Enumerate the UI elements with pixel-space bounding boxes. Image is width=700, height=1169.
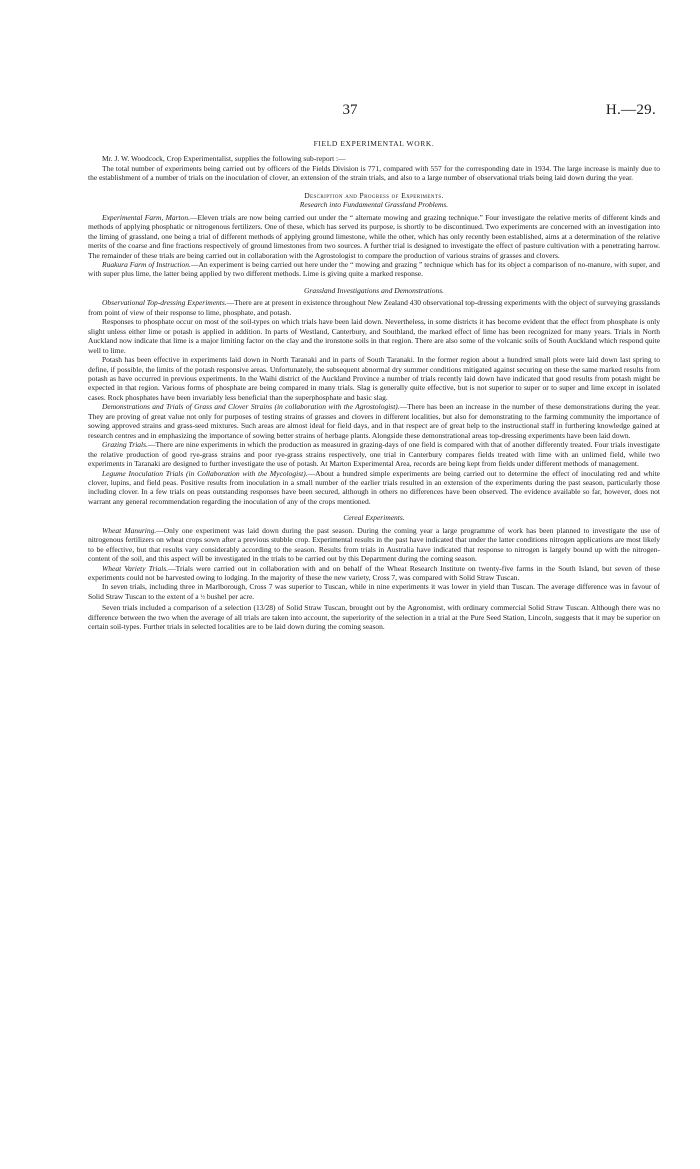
paragraph-grazing <box>88 440 660 468</box>
paragraph-phosphate: Responses to phosphate occur on most of the soil-types on which trials have been laid down. Nevertheless, in some districts it has become evident that the effect from phosphate is only slight unless either lime or potash is applied in addition. In parts of Westland, Canterbury, and Southland, the marked effect of lime has been recognized for many years. Trials in North Auckland now indicate that lime is a major limiting factor on the clay and the ironstone soils in that region. There are also some of the volcanic soils of South Auckland which respond quite well to lime. <box>88 317 660 355</box>
paragraph-demonstrations <box>88 402 660 440</box>
document-reference: H.—29. <box>605 102 656 118</box>
paragraph-lead: Experimental Farm, Marton. <box>102 212 191 222</box>
intro-lead: Mr. J. W. Woodcock, Crop Experimentalist, supplies the following sub-report :— <box>102 154 346 164</box>
paragraph-ruakura <box>88 260 660 279</box>
paragraph-marton <box>88 213 660 260</box>
paragraph-potash: Potash has been effective in experiments laid down in North Taranaki and in parts of South Taranaki. In the former region about a hundred small plots were laid down last spring to define, if possible, the limits of the potash responsive areas. Unfortunately, the subsequent abnormal dry summer conditions mitigated against securing on these the same marked results from potash as have occurred in previous experiments. In the Waihi district of the Auckland Province a number of trials recently laid down have indicated that good results from potash might be expected in that region. Various forms of phosphate are being compared in many trials. Slag is generally quite effective, but is not superior to super or to super and lime except in isolated cases. Rock phosphates have been invariably less beneficial than the superphosphate and basic slag. <box>88 355 660 402</box>
paragraph-text: —There are nine experiments in which the production as measured in grazing-days of one field is compared with that of another differently treated. Four trials investigate the relative production of good rye-grass strains and poor rye-grass strains respectively, one trial in Canterbury compares fields treated with lime with an unlimed field, while two experiments in Taranaki are designed to further investigate the use of potash. At Marton Experimental Area, records are being kept from fields under different methods of management. <box>88 440 660 469</box>
paragraph-tail: bushel per acre. <box>206 591 255 601</box>
paragraph-text: In seven trials, including three in Marlborough, Cross 7 was superior to Tuscan, while in nine experiments it was lower in yield than Tuscan. The average difference was in favour of Solid Straw Tuscan to the extent of a <box>88 582 660 601</box>
paragraph-text: —Only one experiment was laid down during the past season. During the coming year a large programme of work has been planned to investigate the use of nitrogenous fertilizers on wheat crops sown after a previous stubble crop. Experimental results in the past have indicated that under the latter conditions nitrogen applications are most likely to be effective, but that results vary considerably according to the season. Results from trials in Australia have indicated that response to nitrogen is largely bound up with the nitrogen-content of the soil, and this aspect will be investigated in the trials to be carried out by this Department during the coming season. <box>88 525 660 564</box>
paragraph-wheat-manuring <box>88 526 660 564</box>
paragraph-lead: Observational Top-dressing Experiments. <box>102 298 227 308</box>
paragraph-text: —About a hundred simple experiments are being carried out to determine the effect of inoculating red and white clover, lupins, and field peas. Positive results from inoculation in a small number of the earlier trials resulted in an extension of the experiments during the past season, particularly those including clover. In a few trials on peas outstanding responses have been secured, although in others no differences have been observed. The evidence available so far, however, does not warrant any general recommendation regarding the inoculation of any of the crops mentioned. <box>88 468 661 506</box>
paragraph-text: —Eleven trials are now being carried out under the “ alternate mowing and grazing technique.” Four investigate the relative merits of different kinds and methods of applying phosphatic or nitrogenous fertilizers. One of these, which has served its purpose, is shortly to be discontinued. Two experiments are concerned with an investigation into the liming of grassland, one being a trial of different methods of applying ground limestone, while the other, which has only recently been established, aims at a determination of the relative merits of the coarse and fine fractions respectively of ground limestones from two sources. A further trial is designed to investigate the effect of pasture cultivation with a penetrating harrow. The remainder of these trials are being carried out in collaboration with the Agrostologist to compare the production of various strains of grasses and clovers. <box>88 212 660 260</box>
paragraph-lead: Ruakura Farm of Instruction. <box>102 259 191 269</box>
paragraph-lead: Wheat Manuring. <box>102 525 157 535</box>
paragraph-lead: Legume Inoculation Trials (in Collaboration with the Mycologist). <box>102 468 308 478</box>
paragraph-observational <box>88 298 660 317</box>
paragraph-text: —There are at present in existence throughout New Zealand 430 observational top-dressing experiments with the object of surveying grasslands from point of view of their response to lime, phosphate, and potash. <box>88 298 660 317</box>
page-title: FIELD EXPERIMENTAL WORK. <box>313 139 435 148</box>
subheading-research: Research into Fundamental Grassland Problems. <box>299 200 449 210</box>
intro-paragraph: The total number of experiments being carried out by officers of the Fields Division is 771, compared with 557 for the corresponding date in 1934. The large increase is mainly due to the establishment of a number of trials on the inoculation of clover, an extension of the strain trials, and also to a large number of observational trials being laid down during the year. <box>88 163 660 183</box>
paragraph-text: —Trials were carried out in collaboration with and on behalf of the Wheat Research Institute on twenty-five farms in the South Island, but seven of these experiments could not be harvested owing to lodging. In the majority of these the new variety, Cross 7, was compared with Solid Straw Tuscan. <box>88 563 660 583</box>
paragraph-lead: Wheat Variety Trials. <box>102 563 169 573</box>
section-heading-description: Description and Progress of Experiments. <box>304 190 444 200</box>
paragraph-wheat-variety <box>88 564 660 583</box>
paragraph-legume <box>88 469 660 507</box>
fraction: ½ <box>200 594 205 601</box>
paragraph-lead: Grazing Trials. <box>102 440 148 450</box>
page-number: 37 <box>342 102 358 118</box>
paragraph-text: —An experiment is being carried out here under the “ mowing and grazing ” technique which has for its object a comparison of no-manure, with super, and with super plus lime, the latter being applied by two different methods. Lime is giving quite a marked response. <box>88 259 661 279</box>
section-heading-grassland: Grassland Investigations and Demonstrations. <box>303 285 444 295</box>
page-content <box>88 139 660 632</box>
paragraph-cross7 <box>88 582 660 603</box>
paragraph-selection: Seven trials included a comparison of a selection (13/28) of Solid Straw Tuscan, brought out by the Agronomist, with ordinary commercial Solid Straw Tuscan. Although there was no difference between the two when the average of all trials are taken into account, the superiority of the selection in a trial at the Pure Seed Station, Lincoln, suggests that it may be superior on certain soil-types. Further trials in selected localities are to be laid down during the coming season. <box>88 603 660 632</box>
paragraph-text: —There has been an increase in the number of these demonstrations during the year. They are proving of great value not only for purposes of testing strains of grasses and clovers in different localities, but also for demonstrating to the farming community the importance of sowing approved strains and grass-seed mixtures. Such areas are almost ideal for field days, and in that respect are of great help to the instructional staff in furthering knowledge gained at research centres and in emphasizing the importance of sowing better strains of herbage plants. Alongside these demonstrational areas top-dressing experiments have been laid down. <box>88 402 660 440</box>
paragraph-lead: Demonstrations and Trials of Grass and Clover Strains (in collaboration with the Agrostologist). <box>102 402 400 412</box>
section-heading-cereal: Cereal Experiments. <box>343 513 405 523</box>
